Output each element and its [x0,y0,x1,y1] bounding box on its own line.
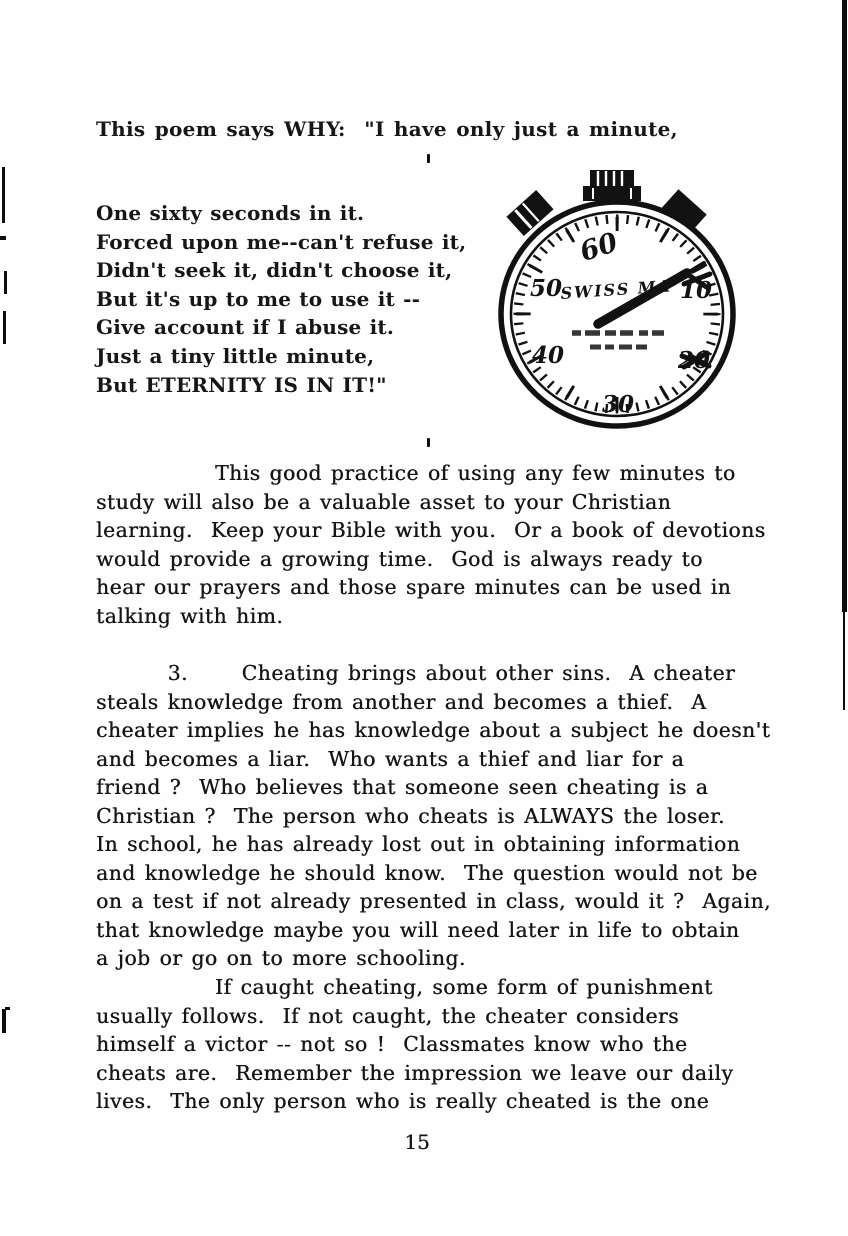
text-line: talking with him. [96,603,284,628]
scan-artifact-left-tick [5,1007,10,1010]
text-line: But it's up to me to use it -- [96,286,421,311]
poem-block [96,199,466,399]
stopwatch-crown-icon [583,170,641,201]
dial-number-upper-left: 50 [529,275,563,302]
scan-artifact-left-dot [0,236,6,240]
text-line: hear our prayers and those spare minutes can be used in [96,575,732,600]
paragraph-cheating [96,659,824,973]
scan-artifact-left-mark [3,311,6,344]
stopwatch-brand-text: SWISS MA [559,276,673,303]
scan-artifact-right-edge-thin [843,612,845,710]
text-line: study will also be a valuable asset to your Christian [96,489,672,514]
text-line: But ETERNITY IS IN IT!" [96,372,387,397]
text-line: a job or go on to more schooling. [96,946,466,971]
page-number: 15 [404,1130,430,1154]
text-line: on a test if not already presented in class, would it ? Again, [96,889,771,914]
scan-artifact-left-mark [2,167,5,223]
text-line: Forced upon me--can't refuse it, [96,229,467,254]
text-line: that knowledge maybe you will need later in life to obtain [96,917,740,942]
scan-artifact-right-edge-thick [842,0,847,612]
text-line: would provide a growing time. God is always ready to [96,546,703,571]
text-line: One sixty seconds in it. [96,201,365,225]
text-line: cheats are. Remember the impression we leave our daily [96,1060,734,1085]
text-line: Didn't seek it, didn't choose it, [96,258,453,283]
scan-artifact-left-mark [2,1009,6,1033]
dial-number-top: 60 [576,226,622,269]
text-line: In school, he has already lost out in obtaining information [96,832,741,857]
stopwatch-illustration [494,166,746,438]
scan-artifact-speck [427,438,430,447]
text-line: himself a victor -- not so ! Classmates know who the [96,1032,688,1057]
text-line: and knowledge he should know. The question would not be [96,860,758,885]
text-line: friend ? Who believes that someone seen cheating is a [96,775,709,800]
text-line: Christian ? The person who cheats is ALWAYS the loser. [96,803,725,828]
text-line: If caught cheating, some form of punishment [96,975,713,999]
text-line: learning. Keep your Bible with you. Or a book of devotions [96,518,766,543]
text-line: Just a tiny little minute, [96,343,375,368]
dial-number-upper-right: 10 [679,277,713,304]
dial-number-lower-right: 20 [677,347,711,374]
text-line: steals knowledge from another and becomes a thief. A [96,689,707,714]
text-line: 3. Cheating brings about other sins. A cheater [96,661,736,685]
poem-intro-line: This poem says WHY: "I have only just a minute, [96,117,678,141]
scan-artifact-left-mark [4,271,7,294]
text-line: This good practice of using any few minutes to [96,461,736,485]
scan-artifact-speck [427,154,430,163]
text-line: lives. The only person who is really cheated is the one [96,1089,710,1114]
text-line: and becomes a liar. Who wants a thief and liar for a [96,746,685,771]
text-line: Give account if I abuse it. [96,315,395,340]
text-line: usually follows. If not caught, the cheater considers [96,1003,680,1028]
paragraph-punishment [96,973,824,1116]
paragraph-good-practice [96,459,824,630]
text-line: cheater implies he has knowledge about a subject he doesn't [96,718,771,743]
dial-number-bottom: 30 [601,391,635,418]
dial-number-lower-left: 40 [531,342,565,369]
